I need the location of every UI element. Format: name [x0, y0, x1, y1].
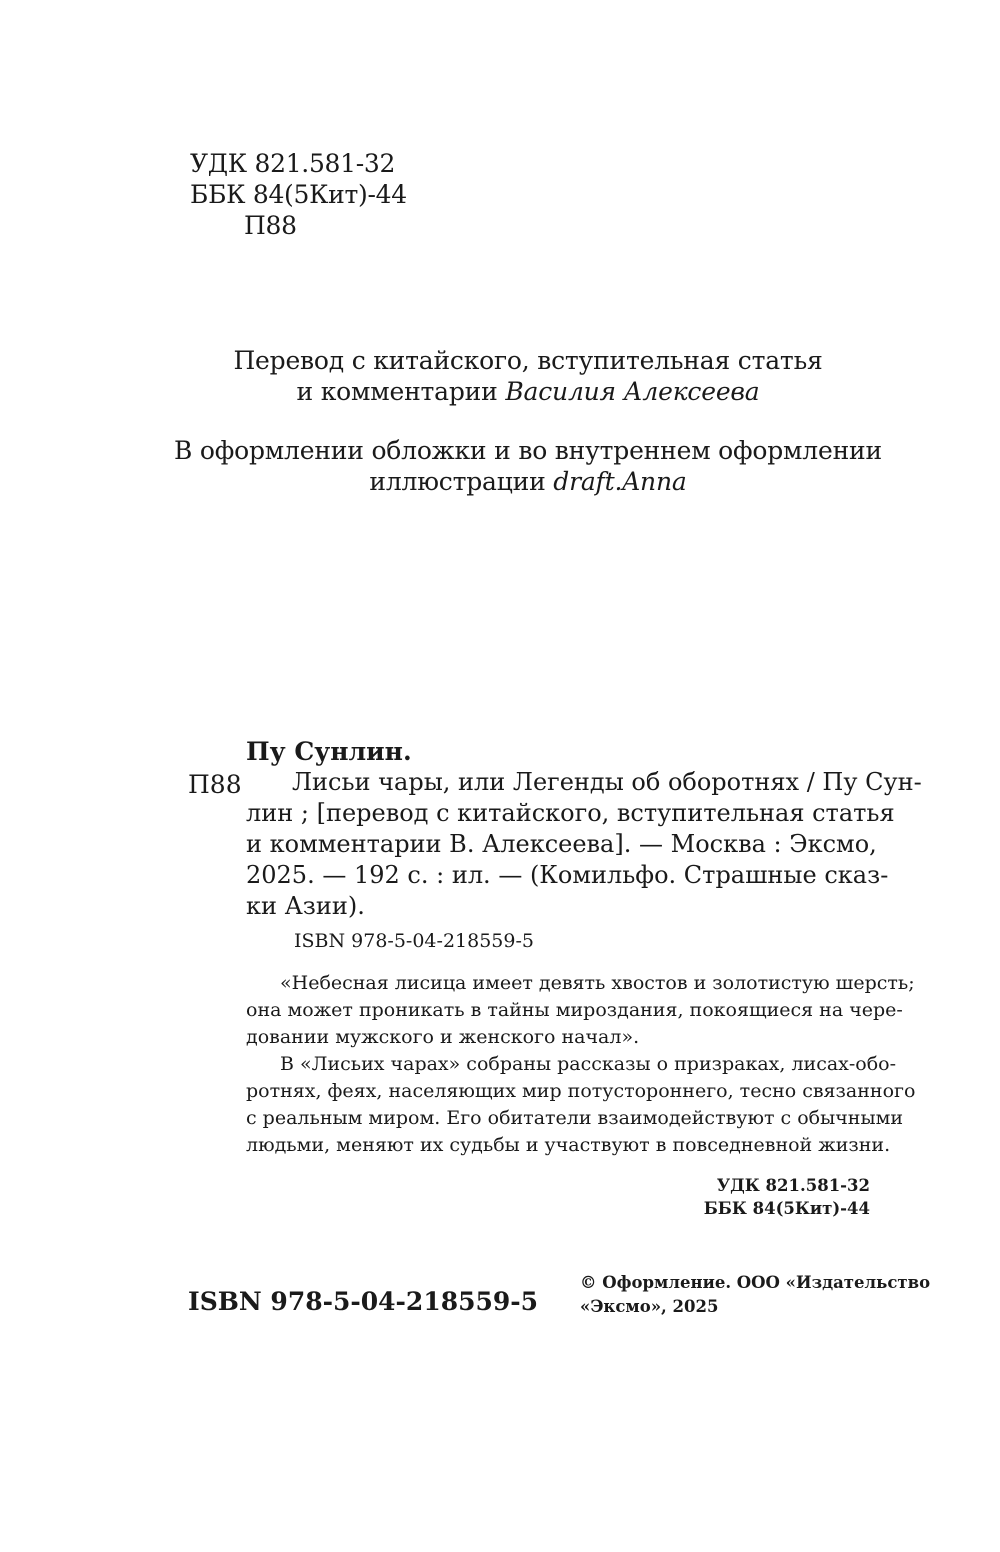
bib-side-code: П88	[188, 770, 242, 799]
author-sign: П88	[244, 211, 297, 240]
copyright-line2: «Эксмо», 2025	[580, 1297, 719, 1316]
bib-line: и комментарии В. Алексеева]. — Москва : Эксмо,	[246, 830, 877, 858]
bib-author: Пу Сунлин.	[246, 737, 412, 766]
bib-line: лин ; [перевод с китайского, вступительная статья	[246, 799, 895, 827]
classification-codes-top	[190, 148, 407, 241]
annotation-line: ротнях, феях, населяющих мир потустороннего, тесно связанного	[246, 1080, 916, 1102]
isbn-main: ISBN 978-5-04-218559-5	[188, 1287, 539, 1316]
annotation-line: довании мужского и женского начал».	[246, 1026, 640, 1048]
copyright-line1: © Оформление. ООО «Издательство	[580, 1273, 931, 1292]
annotation-line: «Небесная лисица имеет девять хвостов и золотистую шерсть;	[280, 972, 915, 994]
translation-credit	[150, 345, 906, 407]
translator-name: Василия Алексеева	[505, 377, 760, 406]
annotation-line: В «Лисьих чарах» собраны рассказы о призраках, лисах-обо-	[280, 1053, 897, 1075]
copyright-notice	[580, 1271, 931, 1319]
translation-credit-line2	[150, 376, 906, 407]
illustrator-name: draft.Anna	[553, 467, 687, 496]
illustration-credit-line2	[150, 466, 906, 497]
bib-line: 2025. — 192 с. : ил. — (Комильфо. Страшные сказ-	[246, 861, 889, 889]
bib-line: Лисьи чары, или Легенды об оборотнях / Пу Сун-	[292, 768, 922, 796]
bib-line: ки Азии).	[246, 892, 365, 920]
classification-codes-bottom	[690, 1174, 870, 1220]
annotation-line: она может проникать в тайны мироздания, покоящиеся на чере-	[246, 999, 903, 1021]
bib-description	[246, 767, 922, 922]
translation-credit-line1: Перевод с китайского, вступительная статья	[233, 346, 823, 375]
illustration-credit	[150, 435, 906, 497]
translation-credit-prefix: и комментарии	[296, 377, 506, 406]
illustration-credit-prefix: иллюстрации	[369, 467, 554, 496]
illustration-credit-line1: В оформлении обложки и во внутреннем оформлении	[174, 436, 882, 465]
annotation	[246, 970, 916, 1159]
bbk-code-bottom: ББК 84(5Кит)-44	[703, 1199, 870, 1218]
udk-code: УДК 821.581-32	[190, 149, 396, 178]
annotation-line: людьми, меняют их судьбы и участвуют в повседневной жизни.	[246, 1134, 891, 1156]
annotation-line: с реальным миром. Его обитатели взаимодействуют с обычными	[246, 1107, 904, 1129]
bib-isbn: ISBN 978-5-04-218559-5	[294, 930, 534, 952]
bbk-code: ББК 84(5Кит)-44	[190, 180, 407, 209]
udk-code-bottom: УДК 821.581-32	[716, 1176, 870, 1195]
